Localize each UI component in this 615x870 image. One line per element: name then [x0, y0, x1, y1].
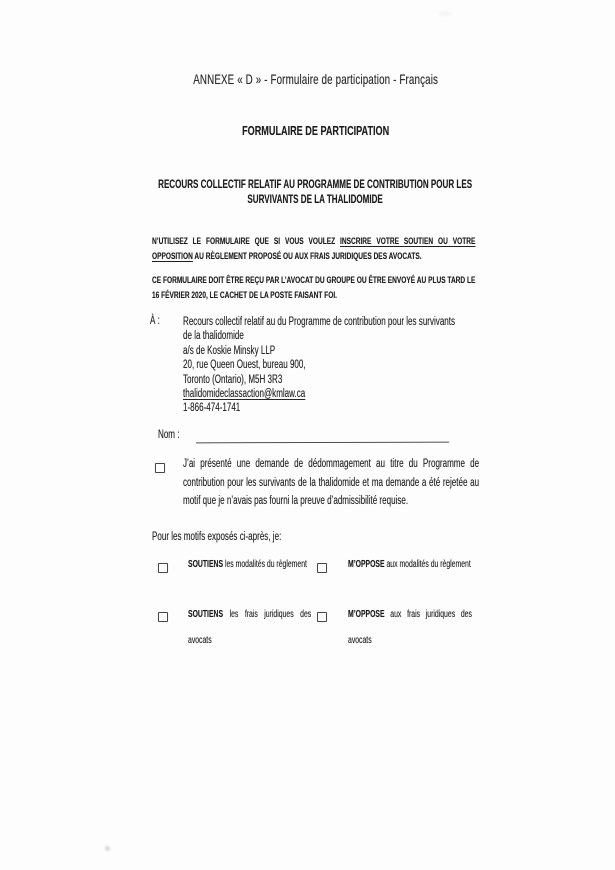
option-rest: aux modalités du règlement — [384, 559, 471, 570]
address-line: a/s de Koskie Minsky LLP — [183, 344, 276, 357]
rejection-statement: J’ai présenté une demande de dédommagement au titre du Programme de contribution pour les survivants de la thalidomide et ma demande a été rejetée au motif que je n’avais pas fourni la preuve d’admissibilité requise. — [183, 458, 480, 508]
case-title: RECOURS COLLECTIF RELATIF AU PROGRAMME DE CONTRIBUTION POUR LES SURVIVANTS DE LA THALIDOMIDE — [158, 179, 473, 206]
option-soutiens-frais-label — [188, 602, 311, 654]
email-link[interactable]: thalidomideclassaction@kmlaw.ca — [183, 388, 306, 401]
option-verb: M’OPPOSE — [348, 609, 385, 620]
form-title: FORMULAIRE DE PARTICIPATION — [242, 123, 390, 138]
usage-text-underlined: INSCRIRE VOTRE SOUTIEN OU VOTRE OPPOSITION — [152, 235, 476, 262]
address-line: 20, rue Queen Ouest, bureau 900, — [183, 359, 306, 372]
scan-artifact — [438, 11, 452, 16]
address-line: Recours collectif relatif au du Programme de contribution pour les survivants — [183, 316, 456, 328]
option-oppose-modalites-label — [348, 552, 472, 578]
option-soutiens-modalites-label — [188, 552, 311, 578]
name-label: Nom : — [158, 429, 180, 441]
motifs-intro: Pour les motifs exposés ci-après, je: — [152, 531, 282, 543]
checkbox-soutiens-frais[interactable] — [158, 612, 168, 622]
instruction-usage-paragraph — [152, 233, 475, 264]
address-line: de la thalidomide — [183, 330, 244, 343]
scan-artifact — [413, 74, 423, 78]
checkbox-oppose-modalites[interactable] — [317, 563, 327, 573]
option-verb: M’OPPOSE — [348, 559, 385, 570]
checkbox-rejection-statement[interactable] — [155, 463, 165, 473]
option-rest: les modalités du règlement — [223, 559, 307, 570]
instruction-deadline-paragraph: CE FORMULAIRE DOIT ÊTRE REÇU PAR L’AVOCAT DU GROUPE OU ÊTRE ENVOYÉ AU PLUS TARD LE 16 FÉVRIER 2020, LE CACHET DE LA POSTE FAISANT FOI. — [152, 274, 476, 301]
option-verb: SOUTIENS — [188, 609, 224, 620]
option-oppose-frais-label — [348, 602, 472, 654]
checkbox-soutiens-modalites[interactable] — [158, 563, 168, 573]
option-rest: les frais juridiques des avocats — [188, 609, 312, 646]
option-verb: SOUTIENS — [188, 559, 224, 570]
annex-title: ANNEXE « D » - Formulaire de participation - Français — [193, 71, 439, 87]
recipient-address-block — [183, 315, 455, 416]
recipient-label: À : — [150, 315, 160, 327]
scan-artifact — [105, 846, 110, 851]
phone-number: 1-866-474-1741 — [183, 402, 241, 415]
option-rest: aux frais juridiques des avocats — [348, 609, 472, 646]
name-input-line[interactable] — [196, 433, 449, 444]
checkbox-oppose-frais[interactable] — [317, 612, 327, 622]
usage-text-before: N’UTILISEZ LE FORMULAIRE QUE SI VOUS VOULEZ — [152, 235, 341, 246]
address-line: Toronto (Ontario), M5H 3R3 — [183, 373, 283, 386]
usage-text-after: AU RÈGLEMENT PROPOSÉ OU AUX FRAIS JURIDIQUES DES AVOCATS. — [192, 250, 422, 262]
